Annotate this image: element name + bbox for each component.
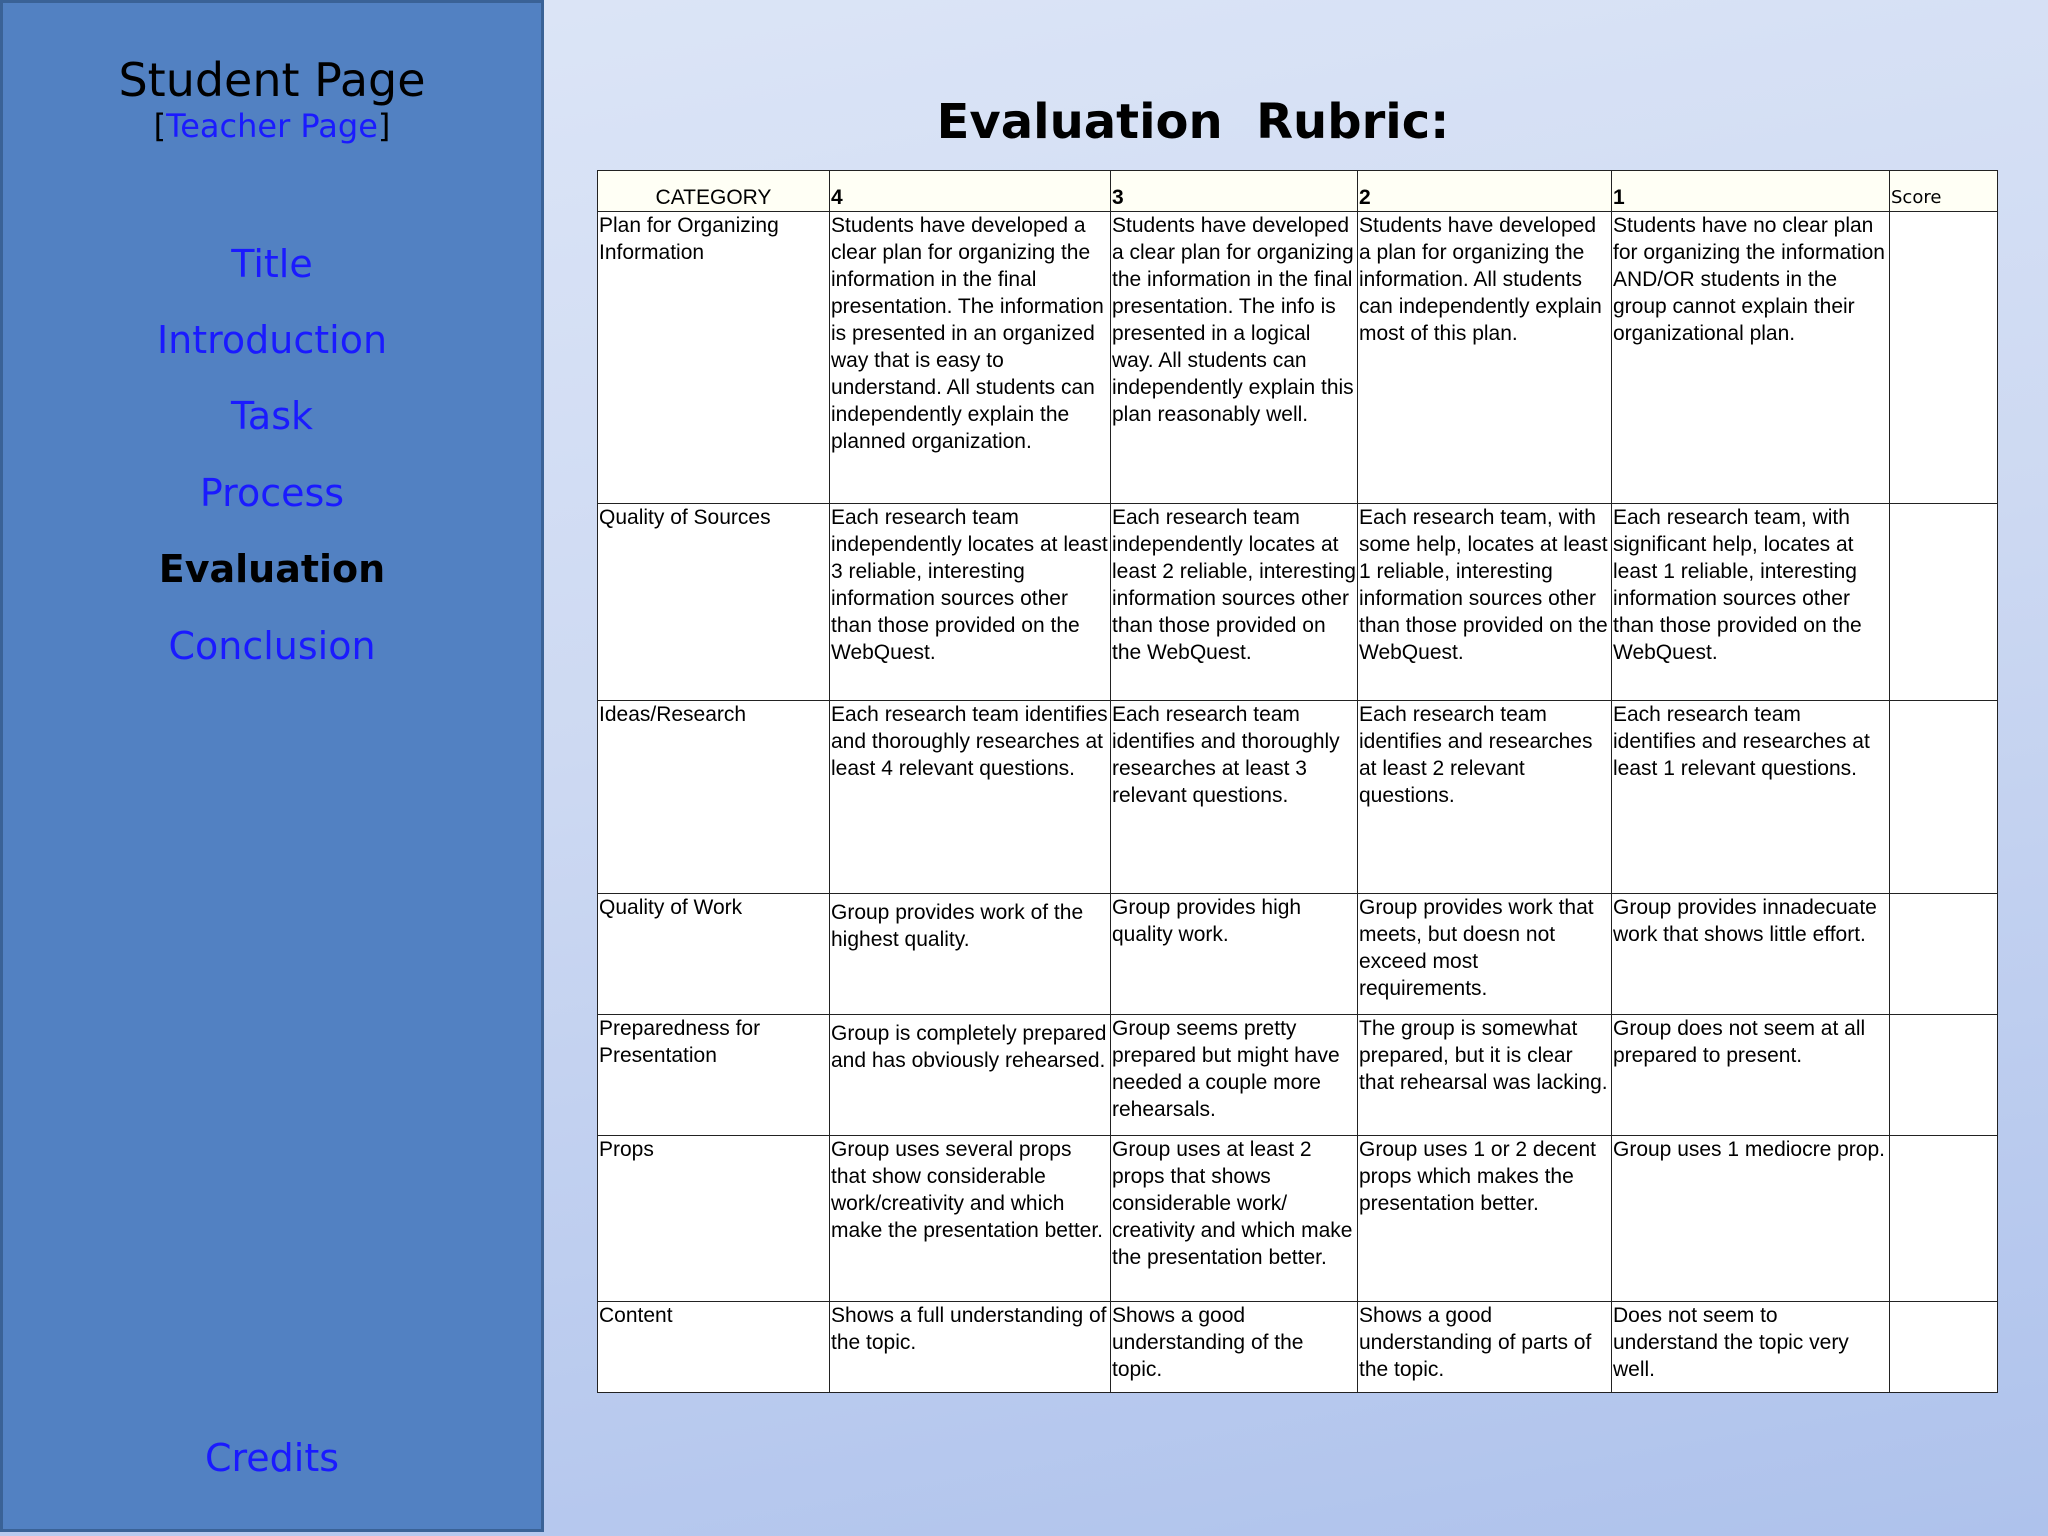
category-cell: Quality of Sources bbox=[598, 504, 830, 701]
nav-introduction-link[interactable]: Introduction bbox=[156, 318, 388, 362]
header-level-2: 2 bbox=[1358, 171, 1612, 212]
rubric-cell: Each research team identifies and thoroughly researches at least 4 relevant questions. bbox=[830, 701, 1111, 894]
rubric-cell: Students have no clear plan for organizing the information AND/OR students in the group cannot explain their organizational plan. bbox=[1612, 212, 1890, 504]
rubric-cell: Each research team, with some help, locates at least 1 reliable, interesting information sources other than those provided on the WebQuest. bbox=[1358, 504, 1612, 701]
rubric-cell: Each research team identifies and researches at least 1 relevant questions. bbox=[1612, 701, 1890, 894]
sidebar-title: Student Page bbox=[118, 53, 426, 107]
rubric-cell: Students have developed a clear plan for organizing the information in the final presentation. The information is presented in an organized way that is easy to understand. All students can independently explain the planned organization. bbox=[830, 212, 1111, 504]
rubric-cell: Group uses several props that show considerable work/creativity and which make the presentation better. bbox=[830, 1136, 1111, 1302]
rubric-cell: Each research team identifies and researches at least 2 relevant questions. bbox=[1358, 701, 1612, 894]
rubric-cell: Group provides work that meets, but doesn not exceed most requirements. bbox=[1358, 894, 1612, 1015]
rubric-cell: Group uses at least 2 props that shows considerable work/ creativity and which make the presentation better. bbox=[1111, 1136, 1358, 1302]
score-cell bbox=[1890, 701, 1998, 894]
table-row bbox=[598, 701, 1998, 894]
score-cell bbox=[1890, 1136, 1998, 1302]
rubric-cell: Shows a full understanding of the topic. bbox=[830, 1302, 1111, 1393]
rubric-cell: The group is somewhat prepared, but it is clear that rehearsal was lacking. bbox=[1358, 1015, 1612, 1136]
rubric-cell: Does not seem to understand the topic very well. bbox=[1612, 1302, 1890, 1393]
table-row bbox=[598, 1302, 1998, 1393]
score-cell bbox=[1890, 1015, 1998, 1136]
table-row bbox=[598, 1015, 1998, 1136]
table-row bbox=[598, 504, 1998, 701]
score-cell bbox=[1890, 894, 1998, 1015]
sidebar bbox=[0, 0, 544, 1532]
score-cell bbox=[1890, 504, 1998, 701]
teacher-page-line bbox=[3, 107, 541, 145]
teacher-bracket-close: ] bbox=[377, 107, 391, 145]
evaluation-rubric-table bbox=[597, 170, 1998, 1393]
table-row bbox=[598, 212, 1998, 504]
category-cell: Quality of Work bbox=[598, 894, 830, 1015]
rubric-cell: Group seems pretty prepared but might have needed a couple more rehearsals. bbox=[1111, 1015, 1358, 1136]
table-row bbox=[598, 894, 1998, 1015]
nav-evaluation-current: Evaluation bbox=[158, 547, 386, 591]
header-level-4: 4 bbox=[830, 171, 1111, 212]
category-cell: Content bbox=[598, 1302, 830, 1393]
rubric-cell: Students have developed a plan for organizing the information. All students can independently explain most of this plan. bbox=[1358, 212, 1612, 504]
table-row bbox=[598, 1136, 1998, 1302]
nav-conclusion-link[interactable]: Conclusion bbox=[168, 624, 376, 668]
rubric-cell: Group does not seem at all prepared to present. bbox=[1612, 1015, 1890, 1136]
teacher-bracket-open: [ bbox=[153, 107, 167, 145]
rubric-cell: Group provides work of the highest quality. bbox=[830, 894, 1111, 1015]
category-cell: Ideas/Research bbox=[598, 701, 830, 894]
rubric-cell: Group uses 1 or 2 decent props which makes the presentation better. bbox=[1358, 1136, 1612, 1302]
header-category: CATEGORY bbox=[598, 171, 830, 212]
header-level-1: 1 bbox=[1612, 171, 1890, 212]
rubric-cell: Each research team independently locates at least 3 reliable, interesting information sources other than those provided on the WebQuest. bbox=[830, 504, 1111, 701]
page-title: Evaluation Rubric: bbox=[936, 94, 1450, 150]
header-level-3: 3 bbox=[1111, 171, 1358, 212]
nav-task-link[interactable]: Task bbox=[230, 394, 313, 438]
rubric-cell: Each research team identifies and thoroughly researches at least 3 relevant questions. bbox=[1111, 701, 1358, 894]
category-cell: Preparedness for Presentation bbox=[598, 1015, 830, 1136]
rubric-cell: Group provides innadecuate work that shows little effort. bbox=[1612, 894, 1890, 1015]
rubric-cell: Group uses 1 mediocre prop. bbox=[1612, 1136, 1890, 1302]
rubric-cell: Shows a good understanding of parts of the topic. bbox=[1358, 1302, 1612, 1393]
teacher-page-link[interactable]: Teacher Page bbox=[166, 107, 378, 145]
header-score: Score bbox=[1890, 171, 1998, 212]
score-cell bbox=[1890, 1302, 1998, 1393]
score-cell bbox=[1890, 212, 1998, 504]
category-cell: Plan for Organizing Information bbox=[598, 212, 830, 504]
nav-title-link[interactable]: Title bbox=[231, 242, 313, 286]
rubric-cell: Each research team, with significant help, locates at least 1 reliable, interesting information sources other than those provided on the WebQuest. bbox=[1612, 504, 1890, 701]
nav-credits-link[interactable]: Credits bbox=[204, 1436, 340, 1480]
rubric-cell: Group is completely prepared and has obviously rehearsed. bbox=[830, 1015, 1111, 1136]
table-header-row bbox=[598, 171, 1998, 212]
nav-process-link[interactable]: Process bbox=[199, 471, 345, 515]
category-cell: Props bbox=[598, 1136, 830, 1302]
rubric-cell: Students have developed a clear plan for organizing the information in the final presentation. The info is presented in a logical way. All students can independently explain this plan reasonably well. bbox=[1111, 212, 1358, 504]
rubric-cell: Group provides high quality work. bbox=[1111, 894, 1358, 1015]
rubric-cell: Each research team independently locates at least 2 reliable, interesting information sources other than those provided on the WebQuest. bbox=[1111, 504, 1358, 701]
rubric-cell: Shows a good understanding of the topic. bbox=[1111, 1302, 1358, 1393]
